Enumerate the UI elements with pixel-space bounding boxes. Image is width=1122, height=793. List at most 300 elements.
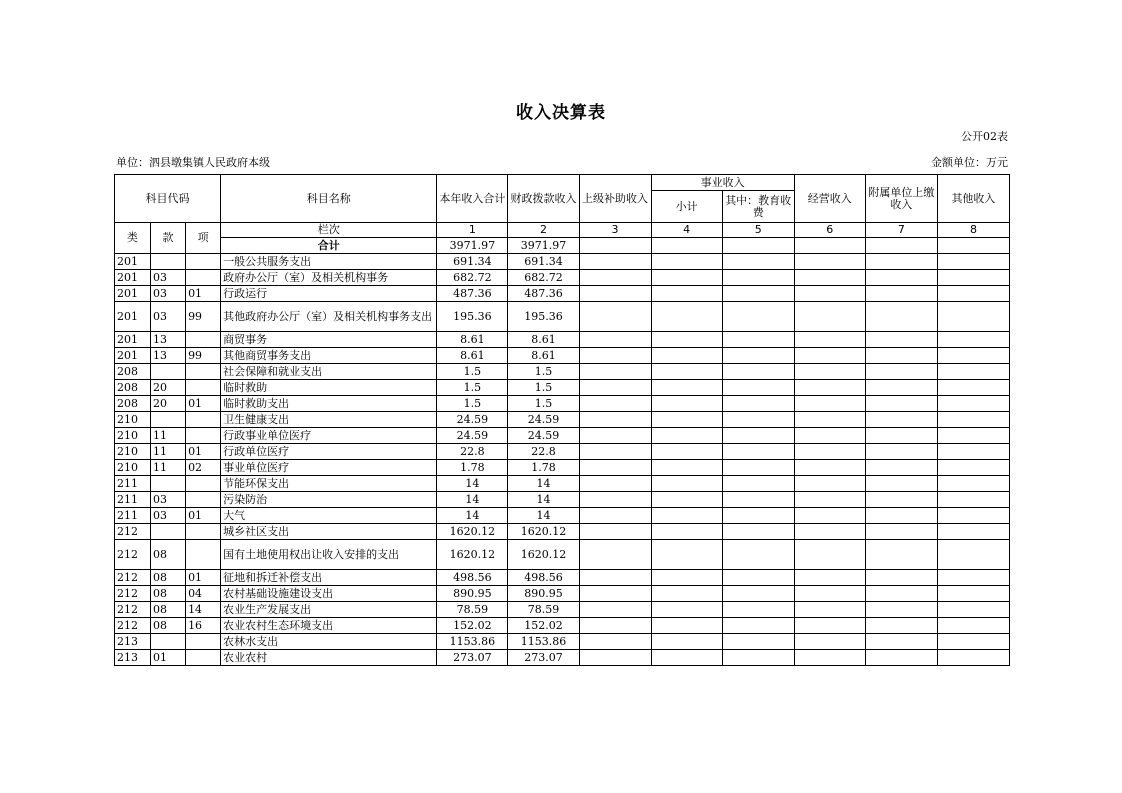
empty-cell (937, 586, 1009, 602)
empty-cell (865, 618, 937, 634)
sum-fiscal: 3971.97 (508, 238, 579, 254)
empty-cell (579, 650, 651, 666)
table-row (115, 524, 1010, 540)
subject-name-cell: 政府办公厅（室）及相关机构事务 (221, 270, 437, 286)
lei-cell: 213 (115, 634, 151, 650)
xiang-cell: 99 (186, 348, 221, 364)
empty-cell (937, 602, 1009, 618)
empty-cell (579, 238, 651, 254)
empty-cell (865, 444, 937, 460)
subject-name-cell: 农村基础设施建设支出 (221, 586, 437, 602)
empty-cell (937, 476, 1009, 492)
column-number: 2 (508, 223, 579, 238)
subject-name-cell: 污染防治 (221, 492, 437, 508)
kuan-cell: 20 (151, 396, 186, 412)
empty-cell (937, 270, 1009, 286)
fiscal-income-cell: 8.61 (508, 348, 579, 364)
empty-cell (937, 254, 1009, 270)
fiscal-income-cell: 1.5 (508, 380, 579, 396)
kuan-cell: 08 (151, 540, 186, 570)
empty-cell (794, 254, 865, 270)
empty-cell (651, 428, 722, 444)
empty-cell (722, 332, 794, 348)
lei-cell: 212 (115, 602, 151, 618)
empty-cell (865, 428, 937, 444)
empty-cell (579, 380, 651, 396)
header-kuan: 款 (151, 223, 186, 254)
total-income-cell: 152.02 (437, 618, 508, 634)
empty-cell (937, 460, 1009, 476)
xiang-cell (186, 650, 221, 666)
empty-cell (579, 492, 651, 508)
empty-cell (937, 412, 1009, 428)
table-row (115, 254, 1010, 270)
empty-cell (579, 254, 651, 270)
xiang-cell: 01 (186, 570, 221, 586)
sum-total: 3971.97 (437, 238, 508, 254)
header-row-1 (115, 175, 1010, 191)
empty-cell (651, 332, 722, 348)
empty-cell (865, 270, 937, 286)
fiscal-income-cell: 1620.12 (508, 524, 579, 540)
empty-cell (722, 634, 794, 650)
lei-cell: 201 (115, 332, 151, 348)
empty-cell (722, 428, 794, 444)
column-number: 6 (794, 223, 865, 238)
empty-cell (579, 412, 651, 428)
empty-cell (722, 460, 794, 476)
xiang-cell: 04 (186, 586, 221, 602)
lei-cell: 208 (115, 364, 151, 380)
kuan-cell: 03 (151, 270, 186, 286)
kuan-cell: 11 (151, 428, 186, 444)
empty-cell (651, 412, 722, 428)
empty-cell (651, 650, 722, 666)
lei-cell: 208 (115, 396, 151, 412)
empty-cell (722, 302, 794, 332)
kuan-cell: 08 (151, 618, 186, 634)
xiang-cell (186, 380, 221, 396)
empty-cell (579, 364, 651, 380)
empty-cell (651, 396, 722, 412)
table-row (115, 428, 1010, 444)
subject-name-cell: 行政事业单位医疗 (221, 428, 437, 444)
subject-name-cell: 行政单位医疗 (221, 444, 437, 460)
xiang-cell (186, 634, 221, 650)
xiang-cell (186, 332, 221, 348)
empty-cell (937, 570, 1009, 586)
subject-name-cell: 征地和拆迁补偿支出 (221, 570, 437, 586)
empty-cell (722, 270, 794, 286)
xiang-cell (186, 270, 221, 286)
total-income-cell: 24.59 (437, 412, 508, 428)
fiscal-income-cell: 1620.12 (508, 540, 579, 570)
page-title: 收入决算表 (516, 103, 606, 123)
kuan-cell: 03 (151, 302, 186, 332)
empty-cell (794, 238, 865, 254)
kuan-cell: 13 (151, 348, 186, 364)
empty-cell (865, 302, 937, 332)
empty-cell (937, 302, 1009, 332)
fiscal-income-cell: 14 (508, 476, 579, 492)
subject-name-cell: 农林水支出 (221, 634, 437, 650)
column-number-row (115, 223, 1010, 238)
lei-cell: 210 (115, 412, 151, 428)
empty-cell (937, 364, 1009, 380)
empty-cell (865, 396, 937, 412)
kuan-cell (151, 524, 186, 540)
amount-unit-label: 金额单位：万元 (931, 156, 1008, 169)
fiscal-income-cell: 273.07 (508, 650, 579, 666)
xiang-cell: 99 (186, 302, 221, 332)
total-income-cell: 273.07 (437, 650, 508, 666)
lei-cell: 212 (115, 540, 151, 570)
lei-cell: 210 (115, 460, 151, 476)
empty-cell (794, 650, 865, 666)
table-row (115, 508, 1010, 524)
empty-cell (651, 254, 722, 270)
empty-cell (794, 380, 865, 396)
empty-cell (722, 540, 794, 570)
header-column-label: 栏次 (221, 223, 437, 238)
empty-cell (579, 602, 651, 618)
header-subtotal: 小计 (651, 191, 722, 223)
total-income-cell: 1.5 (437, 364, 508, 380)
xiang-cell: 01 (186, 286, 221, 302)
table-row (115, 332, 1010, 348)
subject-name-cell: 临时救助 (221, 380, 437, 396)
fiscal-income-cell: 1.5 (508, 364, 579, 380)
empty-cell (579, 540, 651, 570)
form-number: 公开02表 (961, 130, 1008, 143)
lei-cell: 201 (115, 254, 151, 270)
empty-cell (937, 618, 1009, 634)
total-income-cell: 498.56 (437, 570, 508, 586)
lei-cell: 201 (115, 270, 151, 286)
total-income-cell: 1620.12 (437, 540, 508, 570)
empty-cell (579, 332, 651, 348)
empty-cell (579, 396, 651, 412)
empty-cell (865, 540, 937, 570)
fiscal-income-cell: 195.36 (508, 302, 579, 332)
table-row (115, 364, 1010, 380)
empty-cell (794, 428, 865, 444)
total-income-cell: 22.8 (437, 444, 508, 460)
empty-cell (937, 492, 1009, 508)
empty-cell (865, 476, 937, 492)
fiscal-income-cell: 1.5 (508, 396, 579, 412)
empty-cell (722, 396, 794, 412)
subject-name-cell: 社会保障和就业支出 (221, 364, 437, 380)
total-income-cell: 24.59 (437, 428, 508, 444)
empty-cell (865, 286, 937, 302)
kuan-cell: 13 (151, 332, 186, 348)
empty-cell (794, 364, 865, 380)
total-income-cell: 78.59 (437, 602, 508, 618)
empty-cell (794, 460, 865, 476)
empty-cell (722, 524, 794, 540)
header-lei: 类 (115, 223, 151, 254)
empty-cell (794, 348, 865, 364)
table-row (115, 380, 1010, 396)
empty-cell (937, 444, 1009, 460)
fiscal-income-cell: 22.8 (508, 444, 579, 460)
empty-cell (651, 460, 722, 476)
xiang-cell: 16 (186, 618, 221, 634)
fiscal-income-cell: 24.59 (508, 412, 579, 428)
empty-cell (865, 570, 937, 586)
kuan-cell: 08 (151, 570, 186, 586)
total-income-cell: 8.61 (437, 332, 508, 348)
header-name: 科目名称 (221, 175, 437, 223)
empty-cell (722, 586, 794, 602)
table-row (115, 476, 1010, 492)
header-fiscal: 财政拨款收入 (508, 175, 579, 223)
empty-cell (579, 586, 651, 602)
table-row (115, 270, 1010, 286)
empty-cell (937, 428, 1009, 444)
unit-label: 单位：泗县墩集镇人民政府本级 (116, 156, 270, 169)
empty-cell (865, 602, 937, 618)
empty-cell (794, 602, 865, 618)
empty-cell (865, 634, 937, 650)
empty-cell (937, 540, 1009, 570)
table-row (115, 348, 1010, 364)
sum-label: 合计 (221, 238, 437, 254)
kuan-cell: 03 (151, 492, 186, 508)
empty-cell (937, 508, 1009, 524)
empty-cell (579, 524, 651, 540)
column-number: 1 (437, 223, 508, 238)
xiang-cell (186, 428, 221, 444)
empty-cell (651, 364, 722, 380)
empty-cell (794, 524, 865, 540)
sum-row (115, 238, 1010, 254)
empty-cell (651, 476, 722, 492)
xiang-cell: 01 (186, 444, 221, 460)
subject-name-cell: 城乡社区支出 (221, 524, 437, 540)
empty-cell (937, 396, 1009, 412)
empty-cell (722, 286, 794, 302)
column-number: 3 (579, 223, 651, 238)
empty-cell (937, 286, 1009, 302)
empty-cell (794, 332, 865, 348)
subject-name-cell: 其他政府办公厅（室）及相关机构事务支出 (221, 302, 437, 332)
empty-cell (794, 476, 865, 492)
subject-name-cell: 临时救助支出 (221, 396, 437, 412)
lei-cell: 208 (115, 380, 151, 396)
total-income-cell: 1.78 (437, 460, 508, 476)
header-xiang: 项 (186, 223, 221, 254)
table-row (115, 540, 1010, 570)
empty-cell (579, 460, 651, 476)
table-row (115, 634, 1010, 650)
table-row (115, 286, 1010, 302)
empty-cell (579, 618, 651, 634)
empty-cell (579, 270, 651, 286)
empty-cell (937, 650, 1009, 666)
empty-cell (722, 412, 794, 428)
xiang-cell (186, 540, 221, 570)
empty-cell (651, 602, 722, 618)
subject-name-cell: 其他商贸事务支出 (221, 348, 437, 364)
kuan-cell: 01 (151, 650, 186, 666)
fiscal-income-cell: 691.34 (508, 254, 579, 270)
lei-cell: 212 (115, 618, 151, 634)
lei-cell: 201 (115, 348, 151, 364)
total-income-cell: 1620.12 (437, 524, 508, 540)
total-income-cell: 8.61 (437, 348, 508, 364)
subject-name-cell: 卫生健康支出 (221, 412, 437, 428)
empty-cell (651, 634, 722, 650)
kuan-cell: 11 (151, 444, 186, 460)
empty-cell (651, 286, 722, 302)
empty-cell (794, 618, 865, 634)
empty-cell (651, 302, 722, 332)
kuan-cell (151, 634, 186, 650)
table-row (115, 602, 1010, 618)
kuan-cell: 03 (151, 286, 186, 302)
empty-cell (865, 524, 937, 540)
empty-cell (579, 428, 651, 444)
lei-cell: 212 (115, 524, 151, 540)
total-income-cell: 691.34 (437, 254, 508, 270)
total-income-cell: 1.5 (437, 380, 508, 396)
empty-cell (579, 634, 651, 650)
empty-cell (937, 524, 1009, 540)
lei-cell: 213 (115, 650, 151, 666)
empty-cell (794, 570, 865, 586)
empty-cell (651, 586, 722, 602)
lei-cell: 210 (115, 428, 151, 444)
xiang-cell: 02 (186, 460, 221, 476)
xiang-cell: 01 (186, 396, 221, 412)
xiang-cell (186, 476, 221, 492)
empty-cell (794, 586, 865, 602)
empty-cell (651, 444, 722, 460)
header-operating: 经营收入 (794, 175, 865, 223)
fiscal-income-cell: 682.72 (508, 270, 579, 286)
xiang-cell (186, 524, 221, 540)
fiscal-income-cell: 24.59 (508, 428, 579, 444)
xiang-cell (186, 492, 221, 508)
empty-cell (794, 444, 865, 460)
lei-cell: 201 (115, 286, 151, 302)
total-income-cell: 14 (437, 492, 508, 508)
header-affiliate: 附属单位上缴收入 (865, 175, 937, 223)
column-number: 8 (937, 223, 1009, 238)
lei-cell: 210 (115, 444, 151, 460)
subject-name-cell: 一般公共服务支出 (221, 254, 437, 270)
empty-cell (937, 634, 1009, 650)
empty-cell (865, 586, 937, 602)
table-row (115, 492, 1010, 508)
xiang-cell: 01 (186, 508, 221, 524)
xiang-cell (186, 364, 221, 380)
table-row (115, 444, 1010, 460)
total-income-cell: 14 (437, 508, 508, 524)
fiscal-income-cell: 78.59 (508, 602, 579, 618)
empty-cell (865, 332, 937, 348)
fiscal-income-cell: 152.02 (508, 618, 579, 634)
fiscal-income-cell: 1.78 (508, 460, 579, 476)
column-number: 5 (722, 223, 794, 238)
column-number: 7 (865, 223, 937, 238)
empty-cell (937, 332, 1009, 348)
kuan-cell: 08 (151, 602, 186, 618)
subject-name-cell: 事业单位医疗 (221, 460, 437, 476)
header-other: 其他收入 (937, 175, 1009, 223)
lei-cell: 211 (115, 508, 151, 524)
empty-cell (579, 476, 651, 492)
column-number: 4 (651, 223, 722, 238)
kuan-cell (151, 412, 186, 428)
total-income-cell: 682.72 (437, 270, 508, 286)
empty-cell (865, 254, 937, 270)
kuan-cell (151, 364, 186, 380)
subject-name-cell: 大气 (221, 508, 437, 524)
empty-cell (865, 508, 937, 524)
empty-cell (579, 570, 651, 586)
kuan-cell: 20 (151, 380, 186, 396)
table-row (115, 570, 1010, 586)
empty-cell (579, 444, 651, 460)
lei-cell: 212 (115, 586, 151, 602)
empty-cell (651, 348, 722, 364)
kuan-cell (151, 254, 186, 270)
subject-name-cell: 农业农村生态环境支出 (221, 618, 437, 634)
table-row (115, 586, 1010, 602)
empty-cell (865, 492, 937, 508)
total-income-cell: 487.36 (437, 286, 508, 302)
empty-cell (722, 364, 794, 380)
empty-cell (794, 634, 865, 650)
lei-cell: 212 (115, 570, 151, 586)
xiang-cell: 14 (186, 602, 221, 618)
lei-cell: 211 (115, 476, 151, 492)
fiscal-income-cell: 890.95 (508, 586, 579, 602)
kuan-cell: 08 (151, 586, 186, 602)
total-income-cell: 890.95 (437, 586, 508, 602)
empty-cell (722, 602, 794, 618)
total-income-cell: 195.36 (437, 302, 508, 332)
empty-cell (579, 286, 651, 302)
empty-cell (722, 650, 794, 666)
empty-cell (794, 492, 865, 508)
subject-name-cell: 农业生产发展支出 (221, 602, 437, 618)
empty-cell (722, 618, 794, 634)
empty-cell (937, 238, 1009, 254)
empty-cell (865, 412, 937, 428)
empty-cell (937, 380, 1009, 396)
empty-cell (794, 302, 865, 332)
table-row (115, 302, 1010, 332)
empty-cell (937, 348, 1009, 364)
header-edu: 其中：教育收费 (722, 191, 794, 223)
empty-cell (722, 254, 794, 270)
empty-cell (651, 238, 722, 254)
empty-cell (722, 444, 794, 460)
empty-cell (579, 508, 651, 524)
empty-cell (865, 380, 937, 396)
empty-cell (651, 270, 722, 286)
table-row (115, 412, 1010, 428)
empty-cell (722, 570, 794, 586)
empty-cell (651, 492, 722, 508)
fiscal-income-cell: 1153.86 (508, 634, 579, 650)
subject-name-cell: 行政运行 (221, 286, 437, 302)
empty-cell (651, 618, 722, 634)
